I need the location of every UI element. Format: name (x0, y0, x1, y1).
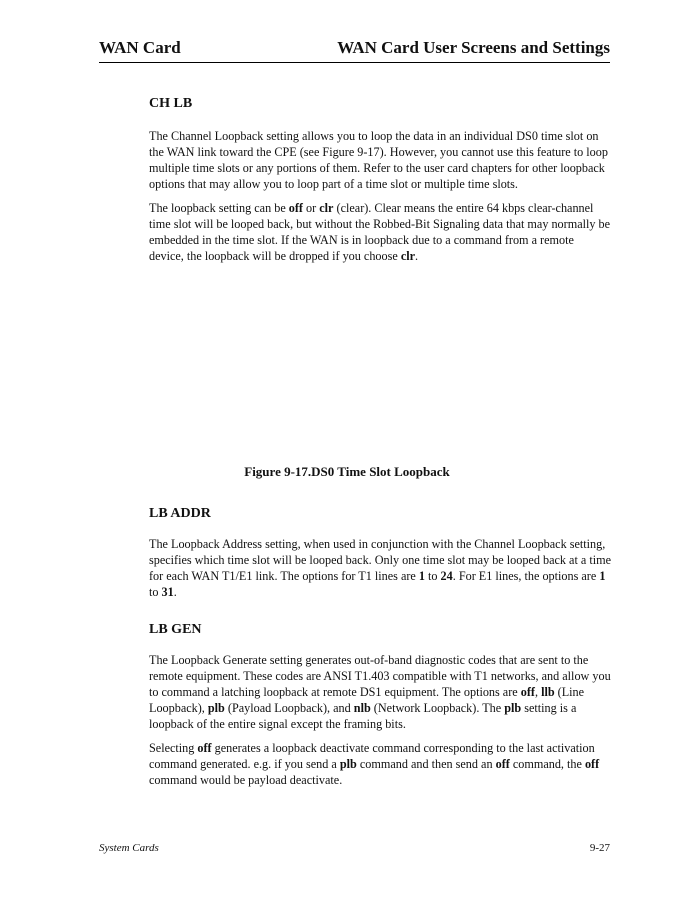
header-section-title: WAN Card User Screens and Settings (337, 38, 610, 57)
section-heading-ch-lb: CH LB (149, 96, 193, 111)
lb-gen-paragraph-2: Selecting off generates a loopback deactivate command corresponding to the last activation command generated. e.g. if you send a plb command and then send an off command, the off command would be payload deactivate. (149, 741, 600, 787)
section-heading-lb-addr: LB ADDR (149, 506, 211, 521)
figure-caption: Figure 9-17.DS0 Time Slot Loopback (244, 464, 450, 479)
lb-gen-paragraph-1: The Loopback Generate setting generates out-of-band diagnostic codes that are sent to the remote equipment. These codes are ANSI T1.403 compatible with T1 networks, and allow you to command a latching loopback at remote DS1 equipment. The options are off, llb (Line Loopback), plb (Payload Loopback), and nlb (Network Loopback). The plb setting is a loopback of the entire signal except the framing bits. (149, 653, 611, 731)
lb-addr-paragraph: The Loopback Address setting, when used in conjunction with the Channel Loopback setting, specifies which time slot will be looped back. Only one time slot may be looped back at a time for each WAN T1/E1 link. The options for T1 lines are 1 to 24. For E1 lines, the options are 1 to 31. (149, 537, 611, 599)
header-divider (99, 62, 610, 63)
ch-lb-paragraph-2: The loopback setting can be off or clr (clear). Clear means the entire 64 kbps clear-channel time slot will be looped back, but without the Robbed-Bit Signaling data that may normally be embedded in the time slot. If the WAN is in loopback due to a command from a remote device, the loopback will be dropped if you choose clr. (149, 201, 611, 263)
figure-placeholder (149, 268, 611, 454)
header-chapter-title: WAN Card (99, 38, 181, 57)
footer-page-number: 9-27 (589, 842, 610, 854)
section-heading-lb-gen: LB GEN (149, 622, 202, 637)
ch-lb-paragraph-1: The Channel Loopback setting allows you to loop the data in an individual DS0 time slot on the WAN link toward the CPE (see Figure 9-17). However, you cannot use this feature to loop multiple time slots or any portions of them. Refer to the user card chapters for other loopback options that may allow you to loop part of a time slot or multiple time slots. (149, 129, 608, 191)
footer-book-title: System Cards (99, 842, 159, 854)
